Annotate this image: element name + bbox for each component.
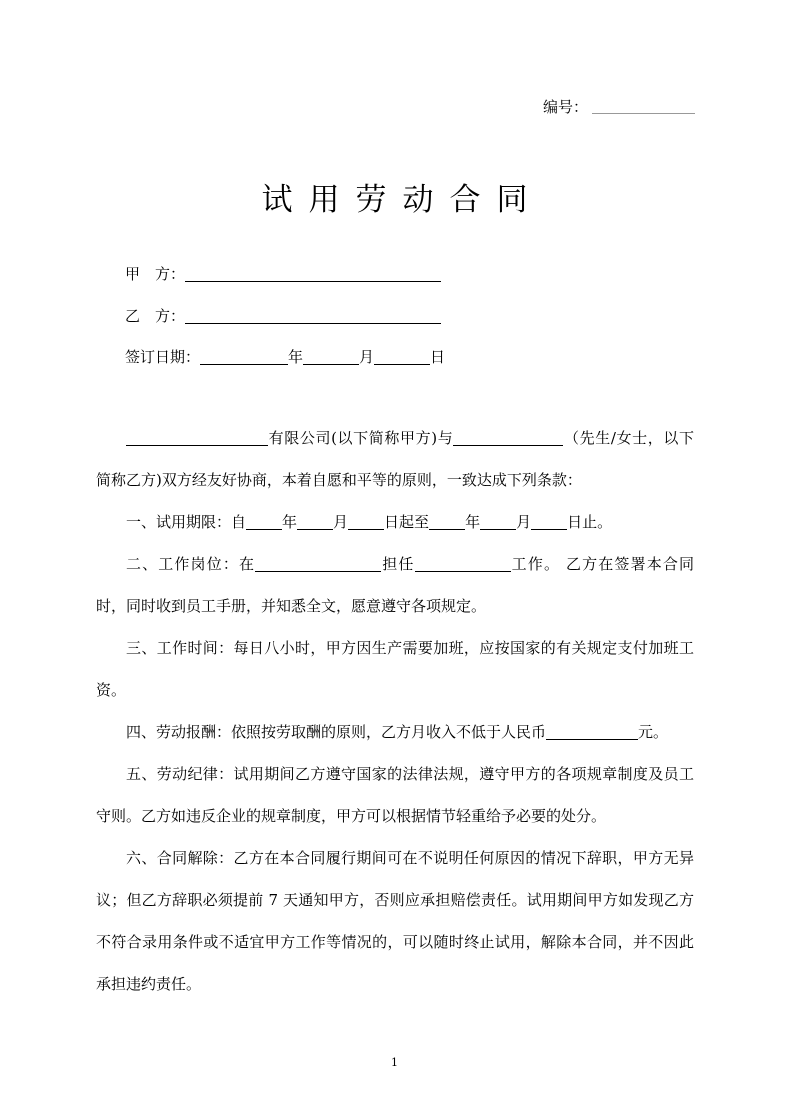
sign-day-unit: 日 [430, 348, 446, 366]
clause-5: 五、劳动纪律：试用期间乙方遵守国家的法律法规，遵守甲方的各项规章制度及员工守则。乙方如违反企业的规章制度，甲方可以根据情节轻重给予必要的处分。 [96, 765, 694, 825]
intro-rest: （先生/女士，以下简称乙方)双方经友好协商，本着自愿和平等的原则，一致达成下列条款： [96, 429, 694, 489]
employee-blank [453, 429, 563, 446]
clause-4-tail: 元。 [638, 723, 669, 741]
sign-month-blank [303, 348, 359, 365]
sign-month-unit: 月 [359, 348, 375, 366]
clause-3: 三、工作时间：每日八小时，甲方因生产需要加班，应按国家的有关规定支付加班工资。 [96, 639, 694, 699]
serial-label: 编号： [543, 98, 589, 116]
sign-year-unit: 年 [288, 348, 304, 366]
from-year-blank [246, 513, 282, 530]
serial-blank [592, 99, 695, 114]
intro-company-suffix: 有限公司(以下简称甲方)与 [268, 429, 454, 447]
party-a-blank [185, 265, 441, 282]
clause-4 [96, 711, 694, 753]
page-title: 试用劳动合同 [261, 182, 544, 218]
position-blank [415, 555, 511, 572]
from-month-unit: 月 [333, 513, 349, 531]
workplace-blank [255, 555, 381, 572]
clause-1 [96, 501, 694, 543]
from-day-blank [348, 513, 384, 530]
page-number: 1 [391, 1056, 398, 1069]
salary-blank [546, 723, 638, 740]
from-month-blank [297, 513, 333, 530]
clause-2-lead: 二、工作岗位：在 [126, 555, 256, 573]
party-b-label: 乙 方： [125, 307, 186, 325]
to-day-unit: 日止。 [567, 513, 613, 531]
party-b-row [125, 306, 441, 326]
clause-4-lead: 四、劳动报酬：依照按劳取酬的原则，乙方月收入不低于人民币 [126, 723, 547, 741]
company-blank [126, 429, 268, 446]
clause-2-rest: 工作。 乙方在签署本合同时，同时收到员工手册，并知悉全文，愿意遵守各项规定。 [96, 555, 694, 615]
clause-1-lead: 一、试用期限：自 [126, 513, 247, 531]
serial-number [543, 97, 695, 117]
party-a-label: 甲 方： [125, 265, 186, 283]
party-b-blank [185, 307, 441, 324]
to-day-blank [531, 513, 567, 530]
sign-date-row [125, 347, 445, 367]
clause-6: 六、合同解除：乙方在本合同履行期间可在不说明任何原因的情况下辞职，甲方无异议；但乙方辞职必须提前 7 天通知甲方，否则应承担赔偿责任。试用期间甲方如发现乙方不符合录用条件或不适宜甲方工作等情况的，可以随时终止试用，解除本合同，并不因此承担违约责任。 [96, 849, 694, 993]
sign-date-label: 签订日期： [125, 348, 201, 366]
clause-2-mid: 担任 [381, 555, 415, 573]
to-month-blank [480, 513, 516, 530]
party-a-row [125, 264, 441, 284]
from-day-unit: 日起至 [384, 513, 430, 531]
to-year-unit: 年 [465, 513, 481, 531]
from-year-unit: 年 [282, 513, 298, 531]
intro-paragraph [96, 417, 694, 501]
to-year-blank [429, 513, 465, 530]
sign-day-blank [374, 348, 430, 365]
sign-year-blank [200, 348, 288, 365]
to-month-unit: 月 [516, 513, 532, 531]
clause-2 [96, 543, 694, 627]
